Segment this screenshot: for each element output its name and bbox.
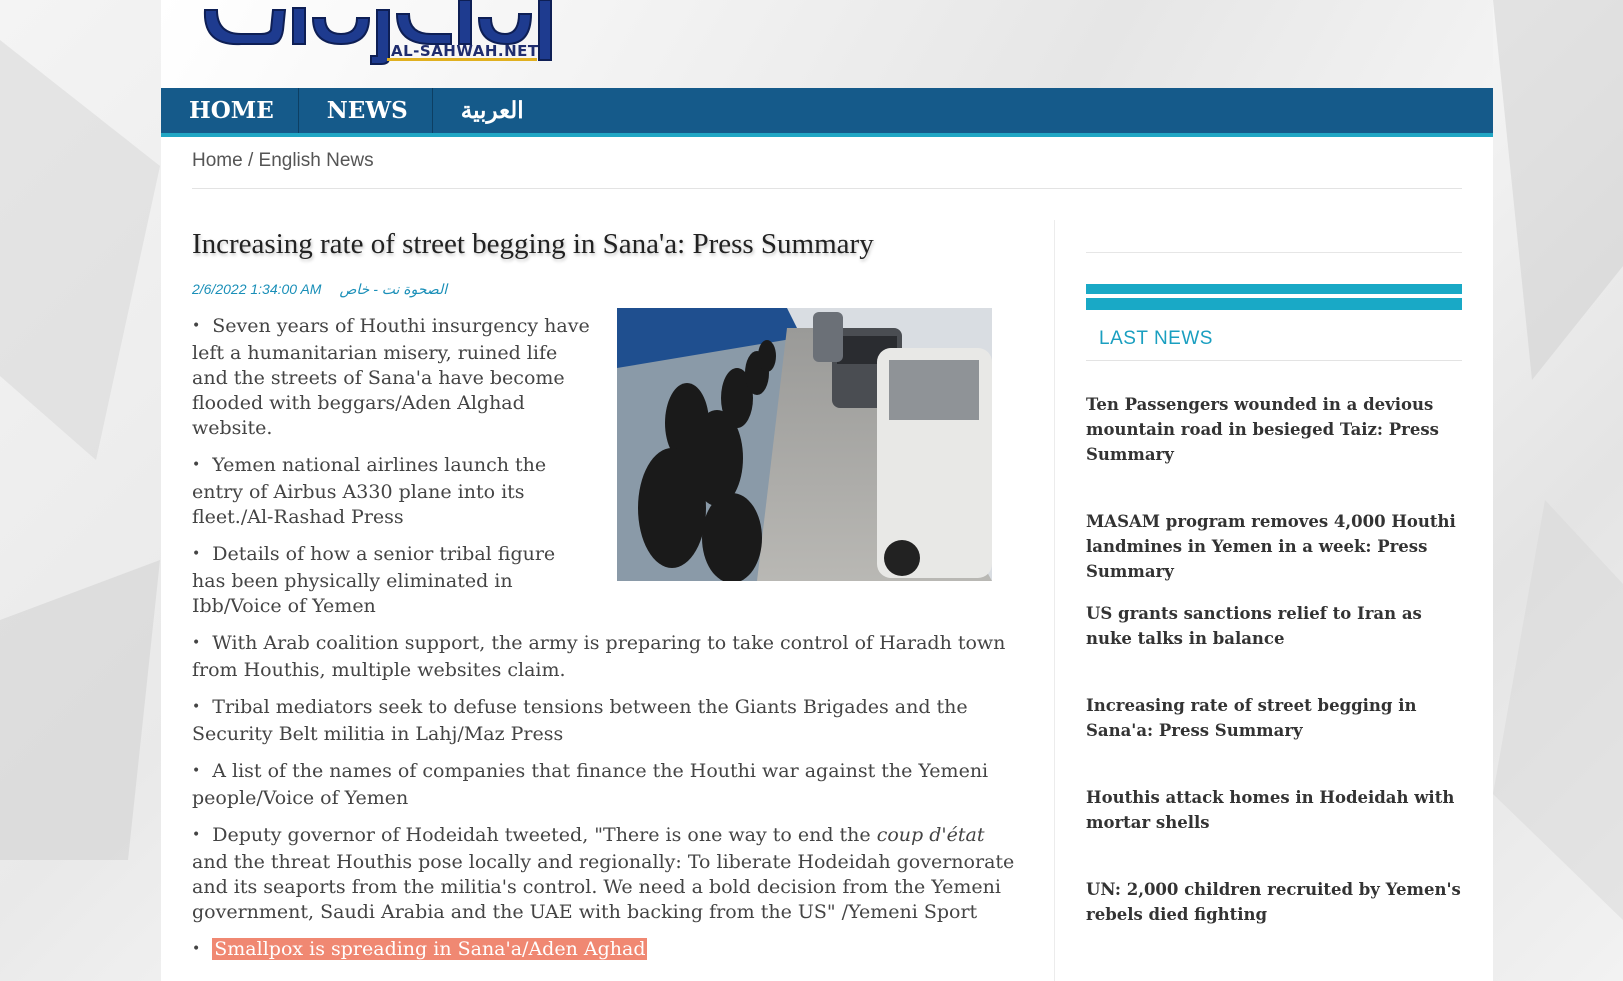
bullet-text: Deputy governor of Hodeidah tweeted, "There is one way to end the xyxy=(212,824,877,846)
highlighted-text[interactable]: Smallpox is spreading in Sana'a/Aden Aghad xyxy=(214,938,646,960)
list-item: • With Arab coalition support, the army is preparing to take control of Haradh town from Houthis, multiple websites claim. xyxy=(192,631,1022,683)
sidebar-heading: LAST NEWS xyxy=(1099,328,1213,349)
breadcrumb-separator: / xyxy=(242,150,259,171)
column-divider xyxy=(1054,220,1055,981)
news-link[interactable]: Ten Passengers wounded in a devious mountain road in besieged Taiz: Press Summary xyxy=(1086,395,1439,464)
list-item: • Details of how a senior tribal figure has been physically eliminated in Ibb/Voice of Yemen xyxy=(192,542,592,619)
background-shard xyxy=(0,560,160,860)
breadcrumb-divider xyxy=(192,188,1462,189)
news-link[interactable]: US grants sanctions relief to Iran as nuke talks in balance xyxy=(1086,604,1422,648)
article-date: 2/6/2022 1:34:00 AM xyxy=(192,281,322,297)
article-title: Increasing rate of street begging in Sana'a: Press Summary xyxy=(192,228,874,260)
news-link[interactable]: Houthis attack homes in Hodeidah with mortar shells xyxy=(1086,788,1455,832)
main-nav xyxy=(161,88,1493,137)
news-link[interactable]: UN: 2,000 children recruited by Yemen's rebels died fighting xyxy=(1086,880,1461,924)
sidebar-accent-bar xyxy=(1086,284,1462,294)
nav-news[interactable]: NEWS xyxy=(326,97,408,124)
list-item: • Yemen national airlines launch the entry of Airbus A330 plane into its fleet./Al-Rashad Press xyxy=(192,453,592,530)
street-photo-illustration xyxy=(617,308,992,581)
list-item xyxy=(192,937,1022,964)
logo-latin-text: AL-SAHWAH.NET xyxy=(391,42,539,60)
breadcrumb xyxy=(192,150,374,172)
background-shard xyxy=(1493,0,1623,380)
nav-arabic[interactable]: العربية xyxy=(460,97,524,124)
article-source: الصحوة نت - خاص xyxy=(339,281,448,297)
site-logo[interactable] xyxy=(201,0,557,66)
list-item: • A list of the names of companies that finance the Houthi war against the Yemeni people/Voice of Yemen xyxy=(192,759,1022,811)
list-item: • Seven years of Houthi insurgency have left a humanitarian misery, ruined life and the streets of Sana'a have become flooded with beggars/Aden Alghad website. xyxy=(192,314,592,441)
sidebar-divider xyxy=(1086,252,1462,253)
sidebar-accent-bar xyxy=(1086,298,1462,310)
background-shard xyxy=(0,40,160,460)
list-item: • Tribal mediators seek to defuse tensions between the Giants Brigades and the Security Belt militia in Lahj/Maz Press xyxy=(192,695,1022,747)
page-container xyxy=(161,0,1493,981)
background-shard xyxy=(1493,500,1623,920)
site-header xyxy=(161,0,1493,88)
breadcrumb-home[interactable]: Home xyxy=(192,150,243,171)
news-link[interactable]: MASAM program removes 4,000 Houthi landmines in Yemen in a week: Press Summary xyxy=(1086,512,1456,581)
news-link[interactable]: Increasing rate of street begging in Sana'a: Press Summary xyxy=(1086,696,1417,740)
article xyxy=(192,220,1032,976)
bullet-text: and the threat Houthis pose locally and regionally: To liberate Hodeidah governorate and its seaports from the militia's control. We need a bold decision from the Yemeni government, Saudi Arabia and the UAE with backing from the US" /Yemeni Sport xyxy=(192,851,1015,923)
article-meta xyxy=(192,281,1032,298)
sidebar-divider xyxy=(1086,360,1462,361)
bullet-italic: coup d'état xyxy=(876,824,985,846)
nav-home[interactable]: HOME xyxy=(189,97,274,124)
article-image[interactable] xyxy=(617,308,992,581)
list-item xyxy=(192,823,1022,925)
breadcrumb-current[interactable]: English News xyxy=(258,150,374,171)
